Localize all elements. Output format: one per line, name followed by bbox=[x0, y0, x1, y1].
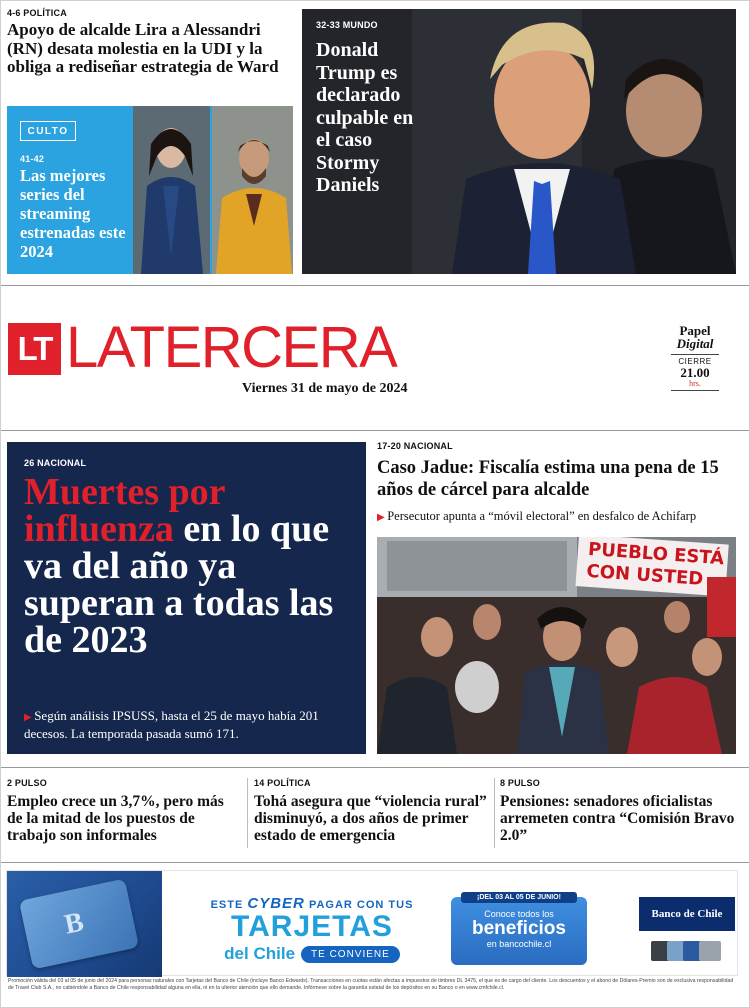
culto-badge bbox=[20, 121, 76, 141]
lead-headline-red: Muertes por influenza bbox=[24, 471, 225, 550]
cierre-unit: hrs. bbox=[689, 379, 701, 388]
series-photo-1 bbox=[133, 106, 210, 274]
ad-tarjetas: TARJETAS bbox=[231, 910, 393, 943]
lead-deck-text: Según análisis IPSUSS, hasta el 25 de mayo había 201 decesos. La temporada pasada sumó 171. bbox=[24, 708, 319, 741]
ad-fine-print: Promoción válida del 03 al 05 de junio del 2024 para personas naturales con Tarjetas del Banco de Chile (incluye Banco Edwards). Transacciones en cuotas están afectas a impuestos de timbres DL 3475, el que es de cargo del cliente. Los descuentos y el abono de Dólares-Premio son de exclusiva responsabilidad de Travel Club S.A., no cabiéndole a Banco de Chile responsabilidad alguna en ella, ni en la ulterior atención que ello demande. Infórmese sobre la garantía estatal de los depósitos en su Banco o en www.cmfchile.cl. bbox=[8, 978, 734, 991]
section-label: 8 PULSO bbox=[500, 778, 540, 788]
masthead bbox=[8, 315, 738, 412]
bullet-icon: ▶ bbox=[24, 712, 35, 723]
bank-name: Banco de Chile bbox=[651, 908, 723, 920]
ad-cyber: CYBER bbox=[247, 895, 305, 912]
culto-badge-label: CULTO bbox=[27, 125, 69, 137]
ad-headline bbox=[187, 895, 437, 964]
lead-headline[interactable] bbox=[24, 471, 359, 661]
section-label: 4-6 POLÍTICA bbox=[7, 8, 67, 18]
issue-date: Viernes 31 de mayo de 2024 bbox=[242, 381, 408, 396]
actor-figure bbox=[212, 106, 293, 274]
card-graphic bbox=[7, 871, 162, 977]
ad-beneficios: beneficios bbox=[472, 918, 566, 939]
ad-fechas: ¡DEL 03 AL 05 DE JUNIO! bbox=[461, 892, 577, 903]
digital-label: Digital bbox=[676, 336, 714, 351]
lead-story[interactable] bbox=[7, 442, 366, 754]
jadue-headline[interactable]: Caso Jadue: Fiscalía estima una pena de 15 años de cárcel para alcalde bbox=[377, 458, 719, 500]
divider bbox=[0, 767, 750, 768]
ad-este: ESTE bbox=[210, 899, 244, 911]
section-label: 32-33 MUNDO bbox=[316, 20, 378, 30]
jadue-photo bbox=[377, 537, 736, 754]
divider bbox=[0, 285, 750, 286]
cierre-label: CIERRE bbox=[678, 357, 712, 366]
ad-url: en bancochile.cl bbox=[486, 939, 552, 949]
ad-conoce: Conoce todos los bbox=[484, 909, 554, 919]
bank-logo bbox=[639, 897, 735, 931]
beneficios-box[interactable] bbox=[451, 894, 587, 965]
section-label: 2 PULSO bbox=[7, 778, 47, 788]
culto-headline[interactable]: Las mejores series del streaming estrenadas este 2024 bbox=[20, 166, 126, 261]
section-label: 26 NACIONAL bbox=[24, 458, 87, 468]
logo-box bbox=[8, 323, 61, 375]
bullet-icon: ▶ bbox=[377, 512, 388, 523]
logo-letters: LT bbox=[17, 330, 52, 367]
cierre-rule-bottom bbox=[671, 390, 719, 391]
divider bbox=[0, 862, 750, 863]
cierre-rule bbox=[671, 354, 719, 355]
actress-figure bbox=[133, 106, 210, 274]
bottom-headline[interactable]: Tohá asegura que “violencia rural” disminuyó, a dos años de primer estado de emergencia bbox=[254, 793, 487, 844]
papel-digital-box bbox=[671, 324, 719, 391]
bottom-story-1[interactable] bbox=[7, 778, 242, 844]
section-label: 14 POLÍTICA bbox=[254, 778, 311, 788]
lead-headline-white: en lo que va del año ya superan a todas las de 2023 bbox=[24, 508, 334, 661]
cierre-time: 21.00 bbox=[680, 365, 710, 380]
bottom-headline[interactable]: Empleo crece un 3,7%, pero más de la mitad de los puestos de trabajo son informales bbox=[7, 793, 224, 844]
crowd-photo bbox=[377, 537, 736, 754]
trump-story[interactable] bbox=[302, 9, 736, 274]
column-rule bbox=[494, 778, 495, 848]
card-monogram-icon: B bbox=[61, 906, 87, 941]
bottom-headline[interactable]: Pensiones: senadores oficialistas arremeten contra “Comisión Bravo 2.0” bbox=[500, 793, 735, 844]
ad-te-conviene: TE CONVIENE bbox=[301, 946, 400, 963]
jadue-story[interactable] bbox=[377, 441, 737, 525]
culto-promo[interactable] bbox=[7, 106, 293, 274]
series-photo-2 bbox=[212, 106, 293, 274]
divider bbox=[0, 430, 750, 431]
trump-headline[interactable]: Donald Trump es declarado culpable en el caso Stormy Daniels bbox=[316, 39, 414, 196]
culto-pages: 41-42 bbox=[20, 154, 45, 164]
jadue-deck-text: Persecutor apunta a “móvil electoral” en desfalco de Achifarp bbox=[387, 509, 697, 523]
papel-label: Papel bbox=[679, 323, 711, 338]
banner-text: PUEBLO ESTÁCON USTED bbox=[585, 538, 725, 590]
ad-del-chile: del Chile bbox=[224, 944, 296, 963]
top-left-story[interactable] bbox=[7, 8, 292, 77]
card-image bbox=[19, 879, 139, 970]
bank-ad[interactable] bbox=[6, 870, 738, 976]
section-label: 17-20 NACIONAL bbox=[377, 441, 453, 451]
lead-deck bbox=[24, 708, 354, 742]
card-stack-icon bbox=[651, 939, 723, 963]
column-rule bbox=[247, 778, 248, 848]
bottom-story-3[interactable] bbox=[500, 778, 736, 844]
newspaper-title[interactable]: LATERCERA bbox=[66, 315, 397, 380]
bottom-story-2[interactable] bbox=[254, 778, 489, 844]
jadue-deck bbox=[377, 509, 737, 525]
headline[interactable]: Apoyo de alcalde Lira a Alessandri (RN) desata molestia en la UDI y la obliga a rediseñar estrategia de Ward bbox=[7, 20, 279, 76]
ad-pagar: PAGAR CON TUS bbox=[308, 899, 414, 911]
